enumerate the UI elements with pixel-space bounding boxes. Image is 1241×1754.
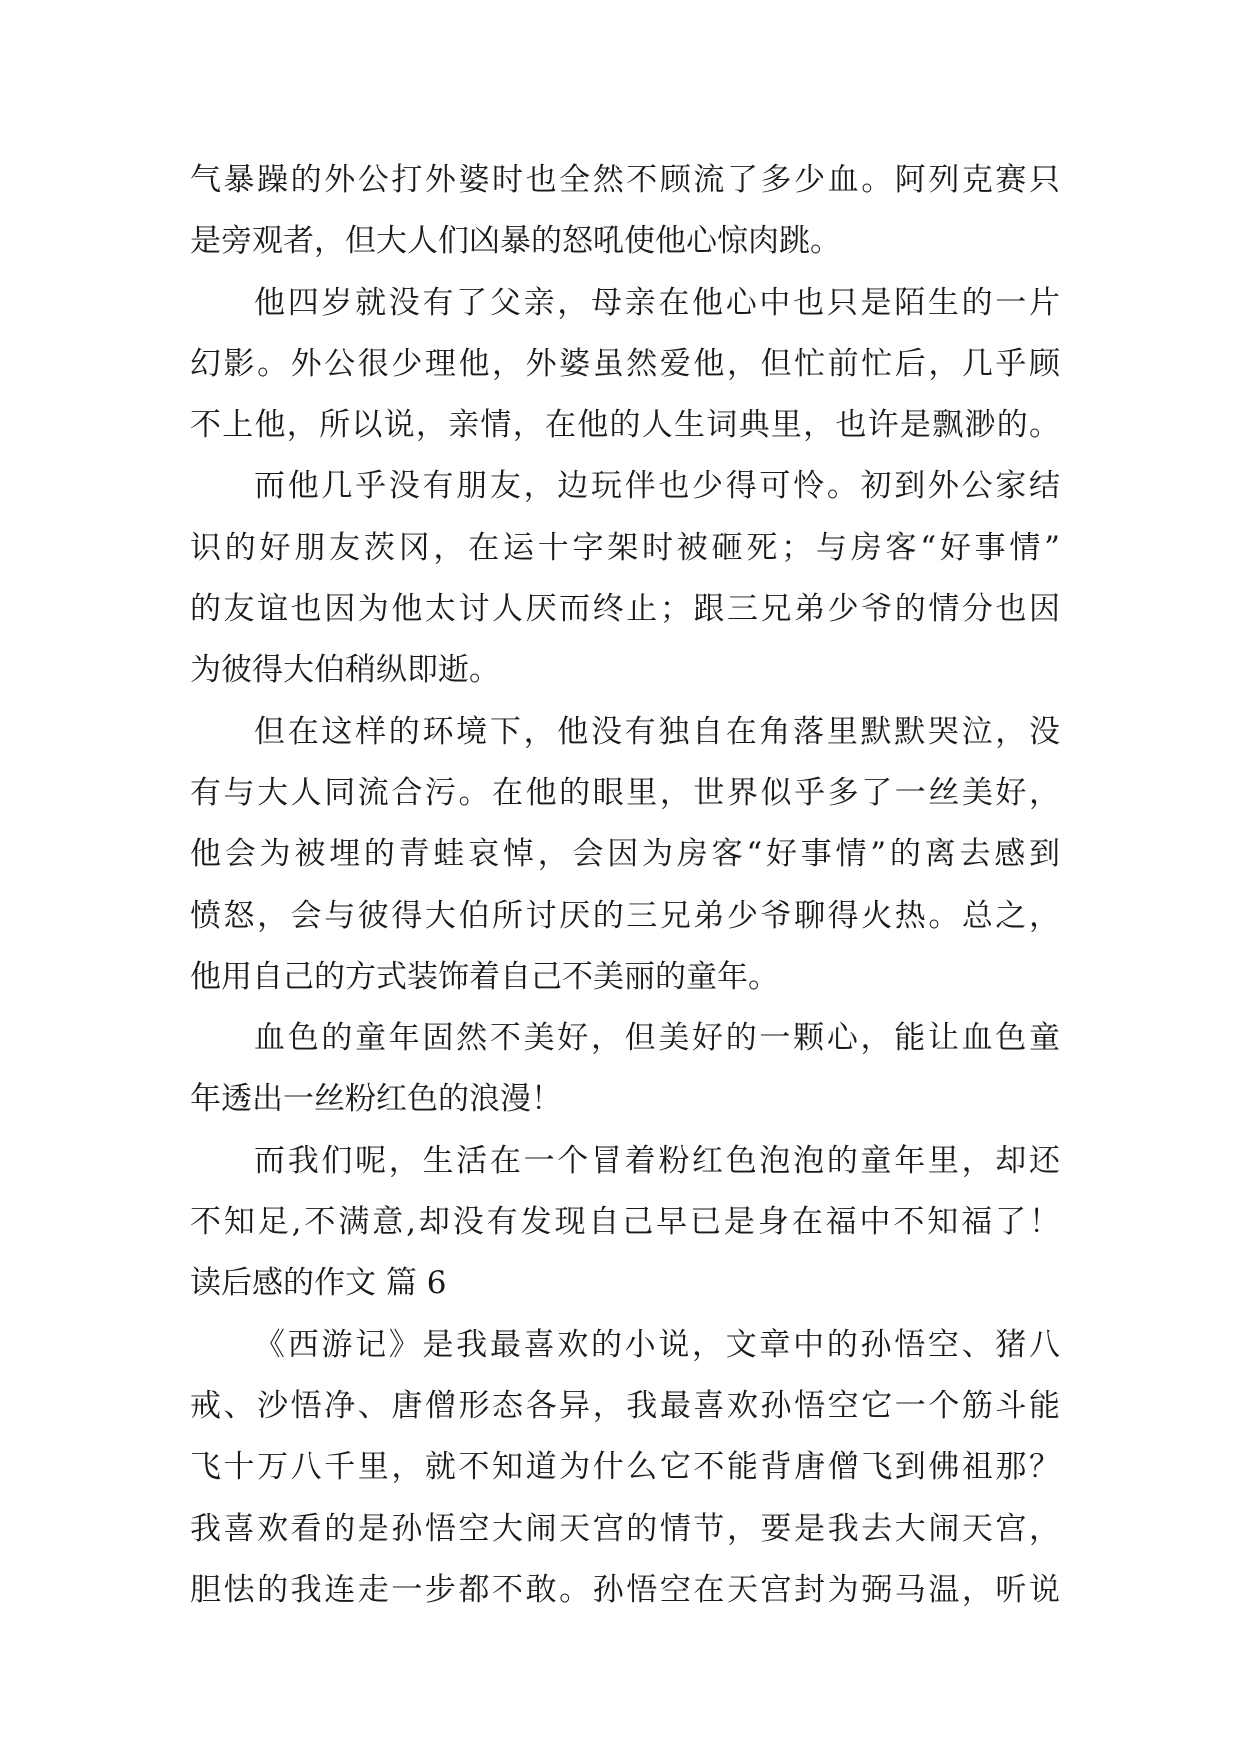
text-line: 而我们呢，生活在一个冒着粉红色泡泡的童年里，却还 xyxy=(254,1142,1060,1179)
text-line: 但在这样的环境下，他没有独自在角落里默默哭泣，没 xyxy=(254,713,1060,750)
body-text xyxy=(190,150,1060,1621)
text-line: 我喜欢看的是孙悟空大闹天宫的情节，要是我去大闹天宫， xyxy=(190,1510,1060,1547)
text-line: 他四岁就没有了父亲，母亲在他心中也只是陌生的一片 xyxy=(254,284,1060,321)
text-line: 不上他，所以说，亲情，在他的人生词典里，也许是飘渺的。 xyxy=(190,407,1060,444)
text-line: 他会为被埋的青蛙哀悼，会因为房客“好事情”的离去感到 xyxy=(190,836,1060,873)
text-line: 血色的童年固然不美好，但美好的一颗心，能让血色童 xyxy=(254,1020,1060,1057)
text-line: 的友谊也因为他太讨人厌而终止；跟三兄弟少爷的情分也因 xyxy=(190,591,1060,628)
text-line: 为彼得大伯稍纵即逝。 xyxy=(190,652,500,689)
text-line: 《西游记》是我最喜欢的小说，文章中的孙悟空、猪八 xyxy=(254,1326,1060,1363)
text-line: 气暴躁的外公打外婆时也全然不顾流了多少血。阿列克赛只 xyxy=(190,162,1060,198)
text-line: 年透出一丝粉红色的浪漫！ xyxy=(190,1081,562,1118)
text-line: 不知足,不满意,却没有发现自己早已是身在福中不知福了！ xyxy=(190,1204,1060,1241)
section-heading: 读后感的作文 篇 6 xyxy=(190,1265,447,1302)
text-line: 识的好朋友茨冈，在运十字架时被砸死；与房客“好事情” xyxy=(190,529,1060,566)
text-line: 他用自己的方式装饰着自己不美丽的童年。 xyxy=(190,958,779,995)
text-line: 有与大人同流合污。在他的眼里，世界似乎多了一丝美好， xyxy=(190,774,1060,811)
text-line: 戒、沙悟净、唐僧形态各异，我最喜欢孙悟空它一个筋斗能 xyxy=(190,1387,1060,1424)
text-line: 胆怯的我连走一步都不敢。孙悟空在天宫封为弼马温，听说 xyxy=(190,1571,1060,1608)
text-line: 飞十万八千里，就不知道为什么它不能背唐僧飞到佛祖那？ xyxy=(190,1449,1060,1486)
text-line: 幻影。外公很少理他，外婆虽然爱他，但忙前忙后，几乎顾 xyxy=(190,345,1060,382)
text-line: 愤怒，会与彼得大伯所讨厌的三兄弟少爷聊得火热。总之， xyxy=(190,897,1060,934)
text-line: 是旁观者，但大人们凶暴的怒吼使他心惊肉跳。 xyxy=(190,223,841,260)
text-line: 而他几乎没有朋友，边玩伴也少得可怜。初到外公家结 xyxy=(254,468,1060,505)
